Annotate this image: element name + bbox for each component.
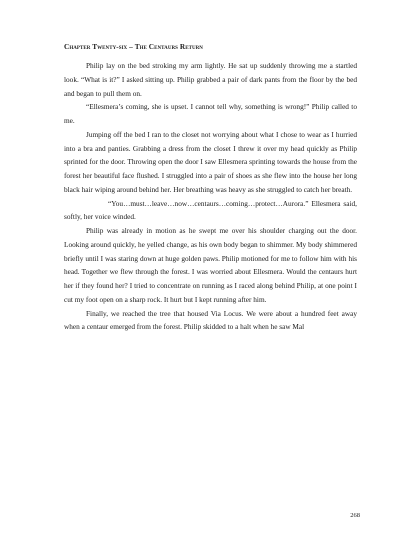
chapter-title: The Centaurs Return xyxy=(134,42,203,51)
chapter-title-separator: – xyxy=(127,42,135,51)
paragraph-2: “Ellesmera’s coming, she is upset. I cannot tell why, something is wrong!” Philip called to me. xyxy=(64,102,357,125)
chapter-heading xyxy=(64,40,357,53)
paragraph-5: Philip was already in motion as he swept me over his shoulder charging out the door. Looking around quickly, he yelled change, as his own body began to shimmer. My body shimmered briefly until I was staring down at huge golden paws. Philip motioned for me to follow him with his head. Together we flew through the forest. I was worried about Ellesmera. Would the centaurs hurt her if they found her? I tried to concentrate on running as I raced along behind Philip, at one point I cut my foot open on a sharp rock. It hurt but I kept running after him. xyxy=(64,226,357,304)
chapter-text xyxy=(64,40,357,334)
chapter-number: Chapter Twenty-six xyxy=(64,42,128,51)
paragraph-4: “You…must…leave…now…centaurs…coming…protect…Aurora.” Ellesmera said, softly, her voice winded. xyxy=(64,198,357,222)
paragraph-3: Jumping off the bed I ran to the closet not worrying about what I chose to wear as I hurried into a bra and panties. Grabbing a dress from the closet I threw it over my head quickly as Philip sprinted for the door. Throwing open the door I saw Ellesmera sprinting towards the house from the forest her beautiful face flushed. I struggled into a pair of shoes as she flew into the house her long black hair wiping around behind her. Her breathing was heavy as she struggled to catch her breath. xyxy=(64,129,357,194)
paragraph-6: Finally, we reached the tree that housed Via Locus. We were about a hundred feet away when a centaur emerged from the forest. Philip skidded to a halt when he saw Mal xyxy=(64,308,357,332)
paragraph-1: Philip lay on the bed stroking my arm lightly. He sat up suddenly throwing me a startled look. “What is it?” I asked sitting up. Philip grabbed a pair of dark pants from the floor by the bed and began to pull them on. xyxy=(64,61,357,98)
page-number: 268 xyxy=(350,512,360,519)
